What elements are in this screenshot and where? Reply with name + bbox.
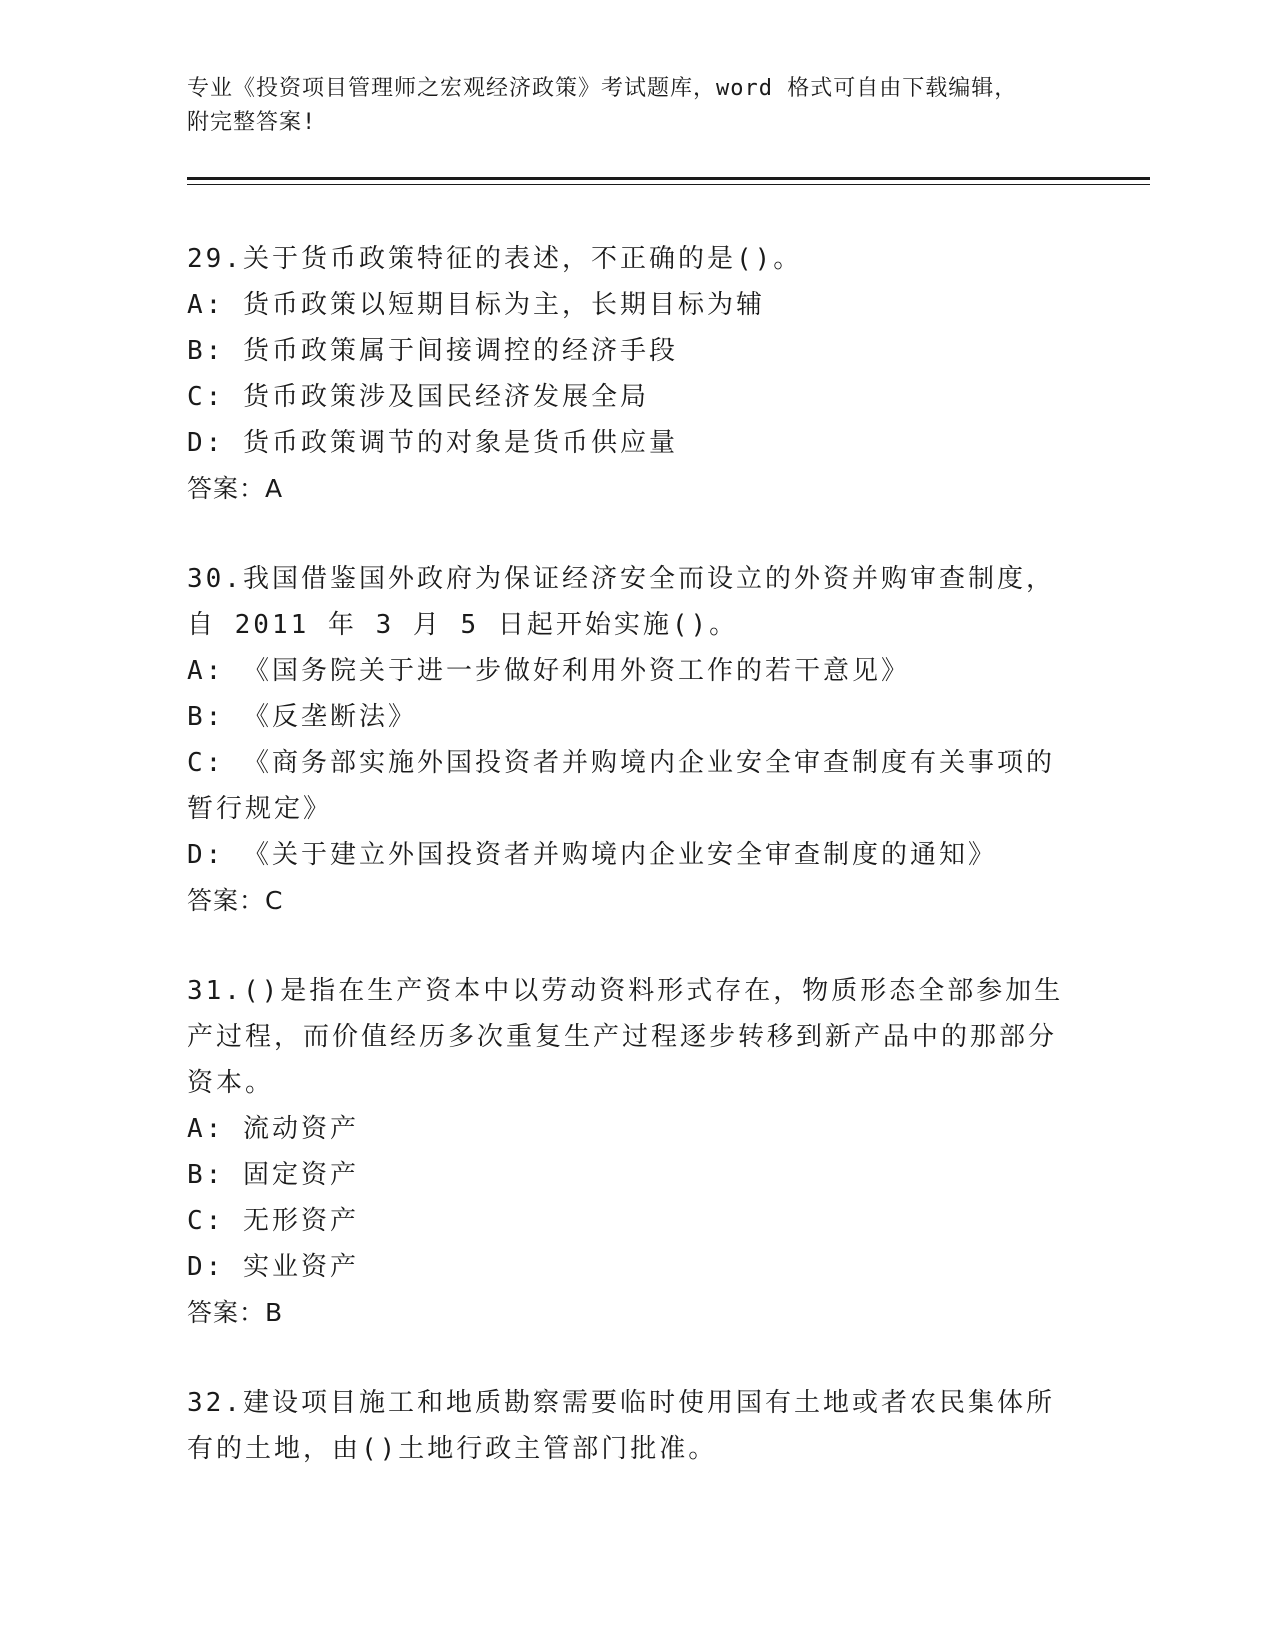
option-b: B: 固定资产	[187, 1160, 359, 1190]
option-a: A: 流动资产	[187, 1114, 359, 1144]
option-d: D: 《关于建立外国投资者并购境内企业安全审查制度的通知》	[187, 840, 997, 870]
option-c: C: 无形资产	[187, 1206, 359, 1236]
header-divider-thin	[187, 184, 1150, 185]
header-line-1: 专业《投资项目管理师之宏观经济政策》考试题库，word 格式可自由下载编辑，	[187, 76, 1018, 101]
answer-label: 答案：A	[187, 474, 284, 503]
question-32	[187, 1380, 1067, 1472]
document-header	[187, 72, 1087, 140]
question-stem: 32.建设项目施工和地质勘察需要临时使用国有土地或者农民集体所有的土地，由()土地行政主管部门批准。	[187, 1388, 1055, 1464]
option-a: A: 《国务院关于进一步做好利用外资工作的若干意见》	[187, 656, 910, 686]
question-31	[187, 968, 1067, 1336]
question-stem: 31.()是指在生产资本中以劳动资料形式存在，物质形态全部参加生产过程，而价值经历多次重复生产过程逐步转移到新产品中的那部分资本。	[187, 976, 1064, 1098]
answer-label: 答案：B	[187, 1298, 284, 1327]
header-divider-thick	[187, 177, 1150, 180]
option-d: D: 实业资产	[187, 1252, 359, 1282]
header-line-2: 附完整答案!	[187, 110, 317, 135]
option-d: D: 货币政策调节的对象是货币供应量	[187, 428, 678, 458]
option-b: B: 货币政策属于间接调控的经济手段	[187, 336, 678, 366]
question-29	[187, 236, 1067, 512]
option-b: B: 《反垄断法》	[187, 702, 417, 732]
question-stem: 30.我国借鉴国外政府为保证经济安全而设立的外资并购审查制度，自 2011 年 3 月 5 日起开始实施()。	[187, 564, 1055, 640]
option-a: A: 货币政策以短期目标为主，长期目标为辅	[187, 290, 765, 320]
answer-label: 答案：C	[187, 886, 284, 915]
question-list	[187, 236, 1067, 1516]
option-c: C: 《商务部实施外国投资者并购境内企业安全审查制度有关事项的暂行规定》	[187, 748, 1055, 824]
question-stem: 29.关于货币政策特征的表述，不正确的是()。	[187, 244, 803, 274]
option-c: C: 货币政策涉及国民经济发展全局	[187, 382, 649, 412]
question-30	[187, 556, 1067, 924]
